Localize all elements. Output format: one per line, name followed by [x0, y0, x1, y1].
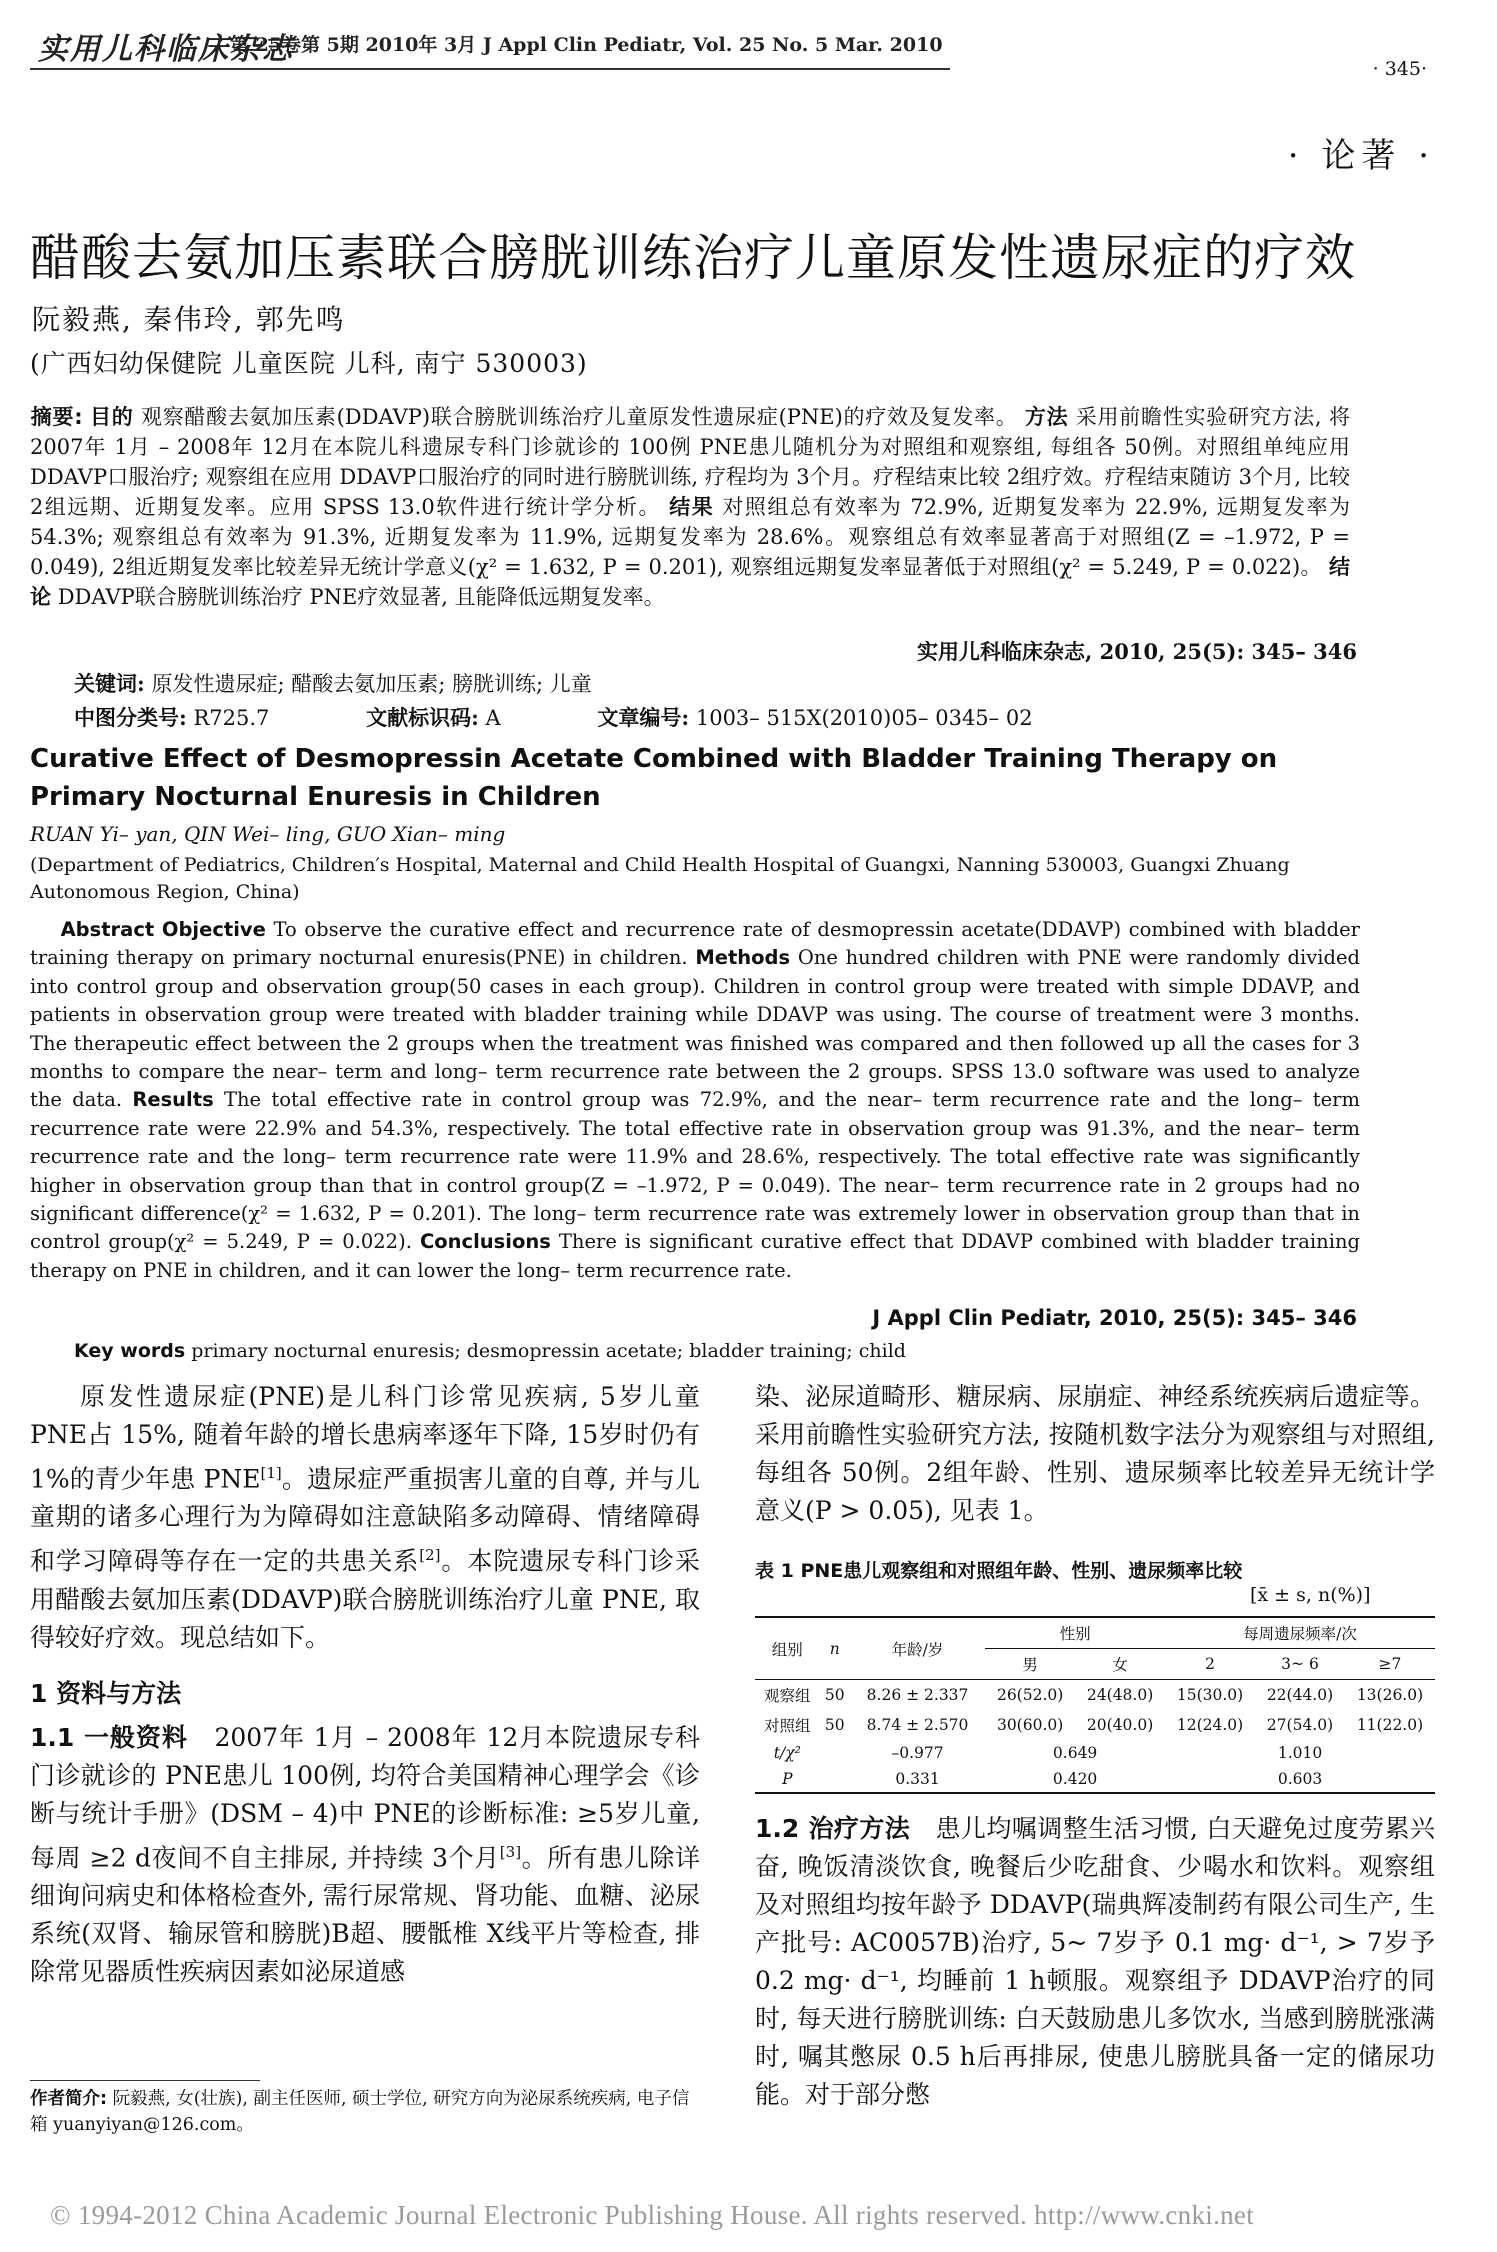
- table-cell: 12(24.0): [1176, 1716, 1244, 1734]
- conclusion-text: DDAVP联合膀胱训练治疗 PNE疗效显著, 且能降低远期复发率。: [57, 585, 665, 609]
- en-conclusions-text: There is significant curative effect that DDAVP combined with bladder training therapy on PNE in children, and it can lower the long– term recurrence rate.: [30, 1230, 1360, 1282]
- table-row: [755, 1710, 1435, 1740]
- en-objective-label: Objective: [161, 918, 266, 941]
- en-keywords-label: Key words: [74, 1340, 186, 1362]
- table-cell: 50: [824, 1716, 845, 1734]
- author-footnote: [30, 2086, 700, 2138]
- table-cell: 26(52.0): [985, 1680, 1075, 1711]
- section-1-1: [30, 1719, 700, 1991]
- objective-label: 目的: [90, 405, 134, 429]
- table-row: [755, 1680, 1435, 1711]
- footnote-rule: [30, 2080, 260, 2081]
- table-cell: 0.331: [850, 1766, 985, 1793]
- table-cell: 观察组: [755, 1680, 820, 1711]
- citation-cn: 实用儿科临床杂志, 2010, 25(5): 345– 346: [917, 639, 1357, 664]
- en-methods-label: Methods: [695, 946, 791, 970]
- methods-label: 方法: [1024, 405, 1069, 429]
- table-cell: 8.74 ± 2.570: [866, 1716, 969, 1734]
- table-unit: [x̄ ± s, n(%)]: [1250, 1584, 1371, 1606]
- th-sex: 性别: [985, 1617, 1165, 1649]
- copyright-line: © 1994-2012 China Academic Journal Electronic Publishing House. All rights reserved. http://www.cnki.net: [50, 2200, 1255, 2230]
- table-cell: 15(30.0): [1165, 1680, 1255, 1711]
- en-conclusions-label: Conclusions: [419, 1230, 551, 1254]
- intro-text-2: 。遗尿症严重损害儿童的自尊, 并与儿童期的诸多心理行为为障碍如注意缺陷多动障碍、情绪障碍和学习障碍等存在一定的共患关系: [30, 1464, 700, 1576]
- page-number: · 345·: [1372, 58, 1427, 80]
- classification-line: [74, 702, 1324, 732]
- table-cell: 1.010: [1277, 1744, 1323, 1762]
- th-male: 男: [985, 1649, 1075, 1680]
- table-cell: 11(22.0): [1356, 1716, 1424, 1734]
- en-results-label: Results: [132, 1088, 214, 1112]
- table-cell: 0.420: [985, 1766, 1165, 1793]
- table-cell: 0.649: [1052, 1744, 1098, 1762]
- authors: 阮毅燕, 秦伟玲, 郭先鸣: [32, 303, 346, 336]
- th-female: 女: [1075, 1649, 1165, 1680]
- body-left-column: [30, 1378, 700, 1991]
- english-title: Curative Effect of Desmopressin Acetate Combined with Bladder Training Therapy on Primary Nocturnal Enuresis in Children: [30, 744, 1278, 812]
- table-1: [755, 1616, 1435, 1794]
- english-authors: RUAN Yi– yan, QIN Wei– ling, GUO Xian– ming: [30, 822, 506, 846]
- continued-paragraph: 染、泌尿道畸形、糖尿病、尿崩症、神经系统疾病后遗症等。采用前瞻性实验研究方法, 按随机数字法分为观察组与对照组, 每组各 50例。2组年龄、性别、遗尿频率比较差异无统计学意义(P > 0.05), 见表 1。: [755, 1382, 1435, 1525]
- table-cell: P: [755, 1766, 820, 1793]
- en-abstract-label: Abstract: [60, 918, 155, 941]
- th-freq-1: 2: [1165, 1649, 1255, 1680]
- section-1-2: [755, 1810, 1435, 2114]
- th-group: 组别: [755, 1617, 820, 1680]
- th-freq-2: 3~ 6: [1255, 1649, 1345, 1680]
- article-no-value: 1003– 515X(2010)05– 0345– 02: [695, 706, 1033, 730]
- footnote-label: 作者简介:: [30, 2089, 107, 2109]
- clc-value: R725.7: [193, 706, 270, 730]
- table-cell: 27(54.0): [1266, 1716, 1334, 1734]
- table-cell: 30(60.0): [996, 1716, 1064, 1734]
- th-age: 年龄/岁: [850, 1617, 985, 1680]
- table-cell: 对照组: [764, 1717, 811, 1735]
- table-cell: 50: [820, 1680, 850, 1711]
- section-1-2-text: 患儿均嘱调整生活习惯, 白天避免过度劳累兴奋, 晚饭清淡饮食, 晚餐后少吃甜食、少喝水和饮料。观察组及对照组均按年龄予 DDAVP(瑞典辉凌制药有限公司生产, 生产批号: AC0057B)治疗, 5~ 7岁予 0.1 mg· d⁻¹, > 7岁予 0.2 mg· d⁻¹, 均睡前 1 h顿服。观察组予 DDAVP治疗的同时, 每天进行膀胱训练: 白天鼓励患儿多饮水, 当感到膀胱涨满时, 嘱其憋尿 0.5 h后再排尿, 使患儿膀胱具备一定的储尿功能。对于部分憋: [755, 1814, 1435, 2109]
- intro-text-3: 。本院遗尿专科门诊采用醋酸去氨加压素(DDAVP)联合膀胱训练治疗儿童 PNE, 取得较好疗效。现总结如下。: [30, 1546, 700, 1652]
- en-objective-text: To observe the curative effect and recurrence rate of desmopressin acetate(DDAVP) combined with bladder training therapy on primary nocturnal enuresis(PNE) in children.: [30, 918, 1360, 970]
- doc-code-value: A: [485, 706, 501, 730]
- intro-paragraph: [30, 1378, 700, 1657]
- english-affiliation: (Department of Pediatrics, Children′s Hospital, Maternal and Child Health Hospital of Guangxi, Nanning 530003, Guangxi Zhuang Autonomous Region, China): [30, 854, 1290, 903]
- methods-text: 采用前瞻性实验研究方法, 将 2007年 1月 – 2008年 12月在本院儿科遗尿专科门诊就诊的 100例 PNE患儿随机分为对照组和观察组, 每组各 50例。对照组单纯应用 DDAVP口服治疗; 观察组在应用 DDAVP口服治疗的同时进行膀胱训练, 疗程均为 3个月。疗程结束比较 2组疗效。疗程结束随访 3个月, 比较 2组远期、近期复发率。应用 SPSS 13.0软件进行统计学分析。: [30, 405, 1350, 519]
- table-cell: 24(48.0): [1075, 1680, 1165, 1711]
- abstract-cn: [30, 402, 1350, 612]
- conclusion-label: 结论: [30, 555, 1350, 609]
- table-cell: t/χ²: [773, 1744, 801, 1762]
- table-cell: 20(40.0): [1086, 1716, 1154, 1734]
- english-abstract: [30, 916, 1360, 1285]
- issue-info: 第 25卷第 5期 2010年 3月 J Appl Clin Pediatr, Vol. 25 No. 5 Mar. 2010: [230, 34, 943, 56]
- keywords-label: 关键词:: [74, 671, 145, 696]
- section-heading-1: 1 资料与方法: [30, 1678, 182, 1708]
- table-stat-row: [755, 1766, 1435, 1793]
- results-label: 结果: [669, 495, 715, 519]
- section-1-1-text-b: 。所有患儿除详细询问病史和体格检查外, 需行尿常规、肾功能、血糖、泌尿系统(双肾、输尿管和膀胱)B超、腰骶椎 X线平片等检查, 排除常见器质性疾病因素如泌尿道感: [30, 1842, 700, 1986]
- table-cell: 13(26.0): [1345, 1680, 1435, 1711]
- section-label: · 论著 ·: [1287, 136, 1435, 176]
- en-results-text: The total effective rate in control group was 72.9%, and the near– term recurrence rate and the long– term recurrence rate were 22.9% and 54.3%, respectively. The total effective rate in observation group was 91.3%, and the near– term recurrence rate and the long– term recurrence rate were 11.9% and 28.6%, respectively. The total effective rate was significantly higher in observation group than that in control group(Z = –1.972, P = 0.049). The near– term recurrence rate in 2 groups had no significant difference(χ² = 1.632, P = 0.201). The long– term recurrence rate was extremely lower in observation group than that in control group(χ² = 5.249, P = 0.022).: [30, 1088, 1360, 1254]
- section-1-1-text: 2007年 1月 – 2008年 12月本院遗尿专科门诊就诊的 PNE患儿 100例, 均符合美国精神心理学会《诊断与统计手册》(DSM – 4)中 PNE的诊断标准: ≥5岁儿童, 每周 ≥2 d夜间不自主排尿, 并持续 3个月: [30, 1722, 700, 1872]
- table-caption: 表 1 PNE患儿观察组和对照组年龄、性别、遗尿频率比较: [755, 1560, 1243, 1582]
- section-1-1-label: 1.1 一般资料: [30, 1722, 188, 1752]
- th-freq: 每周遗尿频率/次: [1165, 1617, 1435, 1649]
- en-keywords-text: primary nocturnal enuresis; desmopressin acetate; bladder training; child: [191, 1340, 906, 1362]
- intro-text-1: 原发性遗尿症(PNE)是儿科门诊常见疾病, 5岁儿童 PNE占 15%, 随着年龄的增长患病率逐年下降, 15岁时仍有 1%的青少年患 PNE: [30, 1382, 700, 1494]
- table-cell: 8.26 ± 2.337: [850, 1680, 985, 1711]
- ref-1[interactable]: [1]: [260, 1464, 282, 1482]
- journal-logo: 实用儿科临床杂志: [38, 32, 294, 67]
- results-text: 对照组总有效率为 72.9%, 近期复发率为 22.9%, 远期复发率为 54.3%; 观察组总有效率为 91.3%, 近期复发率为 11.9%, 远期复发率为 28.6%。观察组总有效率显著高于对照组(Z = –1.972, P = 0.049), 2组近期复发率比较差异无统计学意义(χ² = 1.632, P = 0.201), 观察组远期复发率显著低于对照组(χ² = 5.249, P = 0.022)。: [30, 495, 1351, 579]
- table-cell: 22(44.0): [1255, 1680, 1345, 1711]
- doc-code-label: 文献标识码:: [366, 705, 479, 730]
- article-no-label: 文章编号:: [597, 705, 690, 730]
- header-rule: [30, 68, 950, 70]
- keywords-text: 原发性遗尿症; 醋酸去氨加压素; 膀胱训练; 儿童: [151, 672, 592, 696]
- section-1-2-label: 1.2 治疗方法: [755, 1814, 911, 1843]
- english-keywords: [74, 1340, 906, 1362]
- th-freq-3: ≥7: [1345, 1649, 1435, 1680]
- en-methods-text: One hundred children with PNE were randomly divided into control group and observation group(50 cases in each group). Children in control group were treated with simple DDAVP, and patients in observation group were treated with bladder training while DDAVP was using. The course of treatment were 3 months. The therapeutic effect between the 2 groups when the treatment was finished was compared and then followed up all the cases for 3 months to compare the near– term and long– term recurrence rate between the 2 groups. SPSS 13.0 software was used to analyze the data.: [30, 946, 1361, 1112]
- ref-3[interactable]: [3]: [499, 1842, 522, 1861]
- keywords-cn: [74, 668, 592, 698]
- clc-label: 中图分类号:: [74, 705, 187, 730]
- ref-2[interactable]: [2]: [419, 1546, 441, 1565]
- abstract-label: 摘要:: [30, 405, 83, 429]
- body-right-bottom: [755, 1810, 1435, 2114]
- th-n: n: [820, 1617, 850, 1680]
- table-cell: 0.603: [1165, 1766, 1435, 1793]
- affiliation: (广西妇幼保健院 儿童医院 儿科, 南宁 530003): [30, 349, 588, 378]
- footnote-text: 阮毅燕, 女(壮族), 副主任医师, 硕士学位, 研究方向为泌尿系统疾病, 电子信箱 yuanyiyan@126.com。: [30, 2089, 690, 2135]
- body-right-top: [755, 1378, 1435, 1530]
- table-header-row: [755, 1617, 1435, 1649]
- table-cell: –0.977: [891, 1744, 944, 1762]
- objective-text: 观察醋酸去氨加压素(DDAVP)联合膀胱训练治疗儿童原发性遗尿症(PNE)的疗效及复发率。: [140, 405, 1018, 429]
- article-title: 醋酸去氨加压素联合膀胱训练治疗儿童原发性遗尿症的疗效: [30, 229, 1356, 287]
- citation-en: J Appl Clin Pediatr, 2010, 25(5): 345– 346: [872, 1306, 1357, 1330]
- table-stat-row: [755, 1740, 1435, 1766]
- journal-header: [30, 22, 1470, 67]
